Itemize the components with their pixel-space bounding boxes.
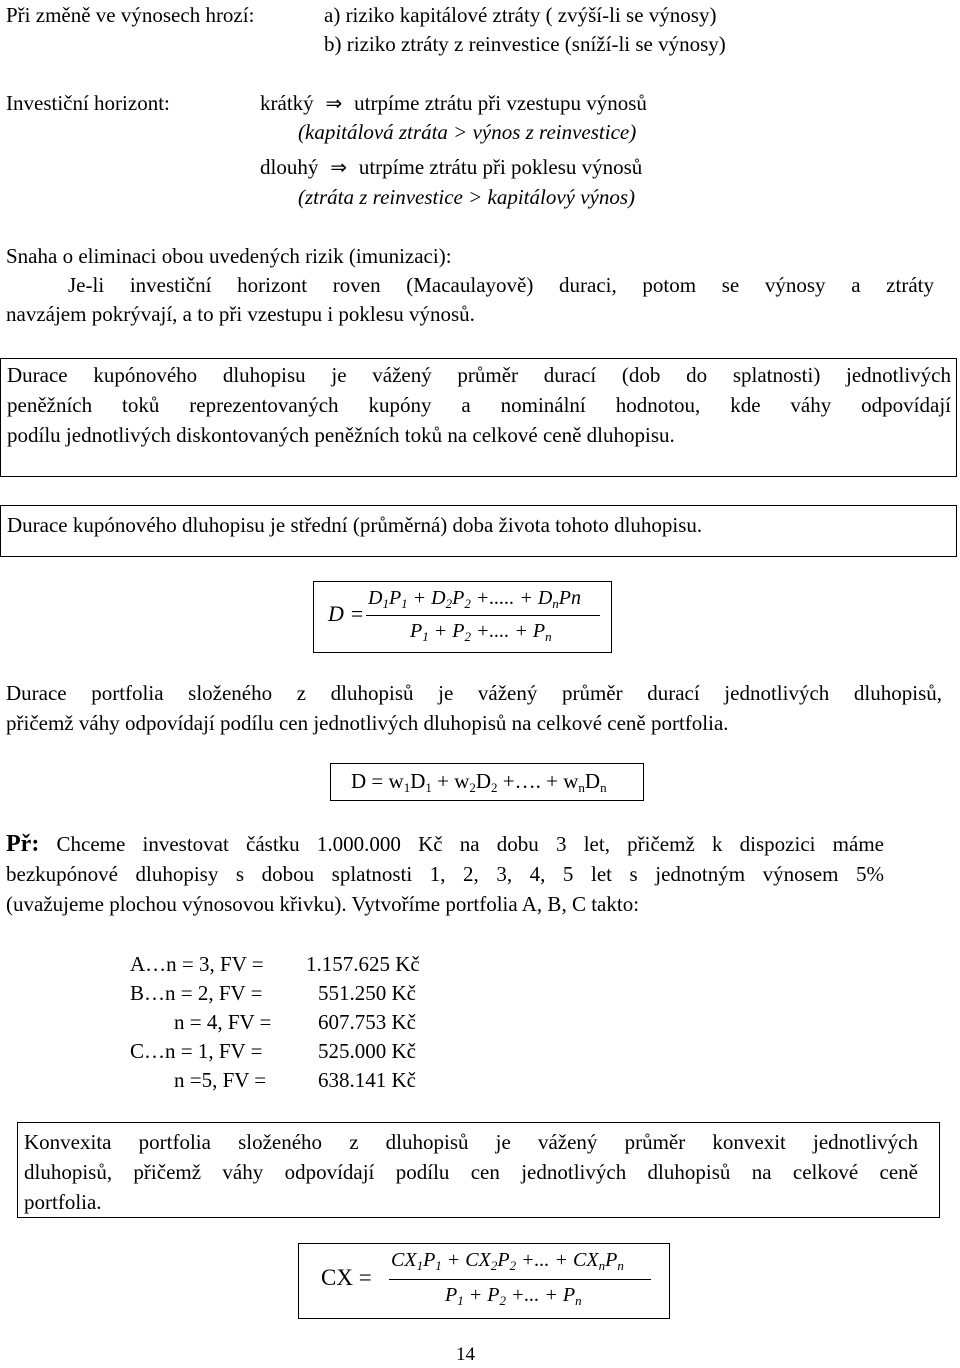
portfolio-line2: přičemž váhy odpovídají podílu cen jednotlivých dluhopisů na celkové ceně portfolia. (6, 711, 729, 735)
duration-average-box (0, 505, 957, 557)
horizon-long (260, 152, 642, 182)
duration-definition-box (0, 358, 957, 477)
portfolio-b2-value: 607.753 Kč (318, 1010, 416, 1034)
portfolio-c2-label: n =5, FV = (174, 1068, 267, 1092)
portfolio-duration-text (6, 678, 942, 738)
implies-arrow-icon: ⇒ (330, 155, 347, 179)
formula-denominator: $P_1 + P_2$ +.... + $P_n$ (410, 620, 552, 644)
portfolio-b1-value: 551.250 Kč (318, 981, 416, 1005)
short-term-text: utrpíme ztrátu při vzestupu výnosů (354, 91, 647, 115)
portfolio-a-label: A…n = 3, FV = (130, 952, 264, 976)
duration-def-line3: podílu jednotlivých diskontovaných peněžních toků na celkové ceně dluhopisu. (7, 423, 675, 447)
immunization-line2: navzájem pokrývají, a to při vzestupu i poklesu výnosů. (6, 302, 475, 326)
short-term-note: (kapitálová ztráta > výnos z reinvestice) (298, 120, 637, 144)
convexity-numerator: $CX_1P_1 + CX_2P_2$ +... + $CX_nP_n$ (391, 1249, 624, 1273)
immunization-heading: Snaha o eliminaci obou uvedených rizik (imunizaci): (6, 244, 452, 268)
portfolio-c1-label: C…n = 1, FV = (130, 1039, 263, 1063)
convexity-definition-box (17, 1122, 940, 1218)
immunization-line1: Je-li investiční horizont roven (Macaulayově) duraci, potom se výnosy a ztráty (68, 273, 934, 297)
formula-lhs: D = (328, 601, 365, 626)
portfolio-formula: $D = w_1D_1 + w_2D_2$ +…. + $w_nD_n$ (351, 769, 607, 795)
example-line1: Př: Chceme investovat částku 1.000.000 Kč na dobu 3 let, přičemž k dispozici máme (6, 831, 884, 857)
convexity-line3: portfolia. (24, 1190, 102, 1214)
duration-average-text: Durace kupónového dluhopisu je střední (průměrná) doba života tohoto dluhopisu. (7, 513, 703, 537)
portfolio-b1-label: B…n = 2, FV = (130, 981, 263, 1005)
risk-label: Při změně ve výnosech hrozí: (6, 3, 255, 27)
portfolio-c1-value: 525.000 Kč (318, 1039, 416, 1063)
duration-formula-box (313, 581, 612, 653)
portfolio-line1: Durace portfolia složeného z dluhopisů je vážený průměr durací jednotlivých dluhopisů, (6, 681, 942, 705)
portfolio-formula-box (330, 763, 644, 801)
horizon-short (260, 88, 647, 118)
risk-item-a: a) riziko kapitálové ztráty ( zvýší-li se výnosy) (324, 3, 717, 27)
portfolio-b2-label: n = 4, FV = (174, 1010, 272, 1034)
portfolio-a-value: 1.157.625 Kč (306, 952, 420, 976)
long-term-note: (ztráta z reinvestice > kapitálový výnos) (298, 185, 636, 209)
convexity-line2: dluhopisů, přičemž váhy odpovídají podílu cen jednotlivých dluhopisů na celkové ceně (24, 1160, 918, 1184)
long-term-text: utrpíme ztrátu při poklesu výnosů (358, 155, 643, 179)
convexity-denominator: $P_1 + P_2$ +... + $P_n$ (445, 1284, 582, 1308)
example-line2: bezkupónové dluhopisy s dobou splatnosti 1, 2, 3, 4, 5 let s jednotným výnosem 5% (6, 862, 884, 886)
portfolio-c2-value: 638.141 Kč (318, 1068, 416, 1092)
duration-def-line2: peněžních toků reprezentovaných kupóny a nominální hodnotou, kde váhy odpovídají (7, 393, 951, 417)
formula-numerator: $D_1P_1 + D_2P_2$ +..... + $D_nPn$ (368, 587, 581, 611)
convexity-formula-box (298, 1243, 670, 1319)
example-text (6, 829, 884, 919)
example-prefix: Př: (6, 831, 40, 857)
short-term-label: krátký (260, 91, 314, 115)
duration-def-line1: Durace kupónového dluhopisu je vážený průměr durací (dob do splatnosti) jednotlivých (7, 363, 951, 387)
implies-arrow-icon: ⇒ (325, 91, 343, 115)
example-line3: (uvažujeme plochou výnosovou křivku). Vytvoříme portfolia A, B, C takto: (6, 892, 640, 916)
convexity-lhs: CX = (321, 1265, 372, 1290)
horizon-label: Investiční horizont: (6, 91, 170, 115)
risk-item-b: b) riziko ztráty z reinvestice (sníží-li se výnosy) (324, 32, 726, 56)
page-number: 14 (456, 1344, 475, 1365)
long-term-label: dlouhý (260, 155, 319, 179)
convexity-line1: Konvexita portfolia složeného z dluhopisů je vážený průměr konvexit jednotlivých (24, 1130, 918, 1154)
